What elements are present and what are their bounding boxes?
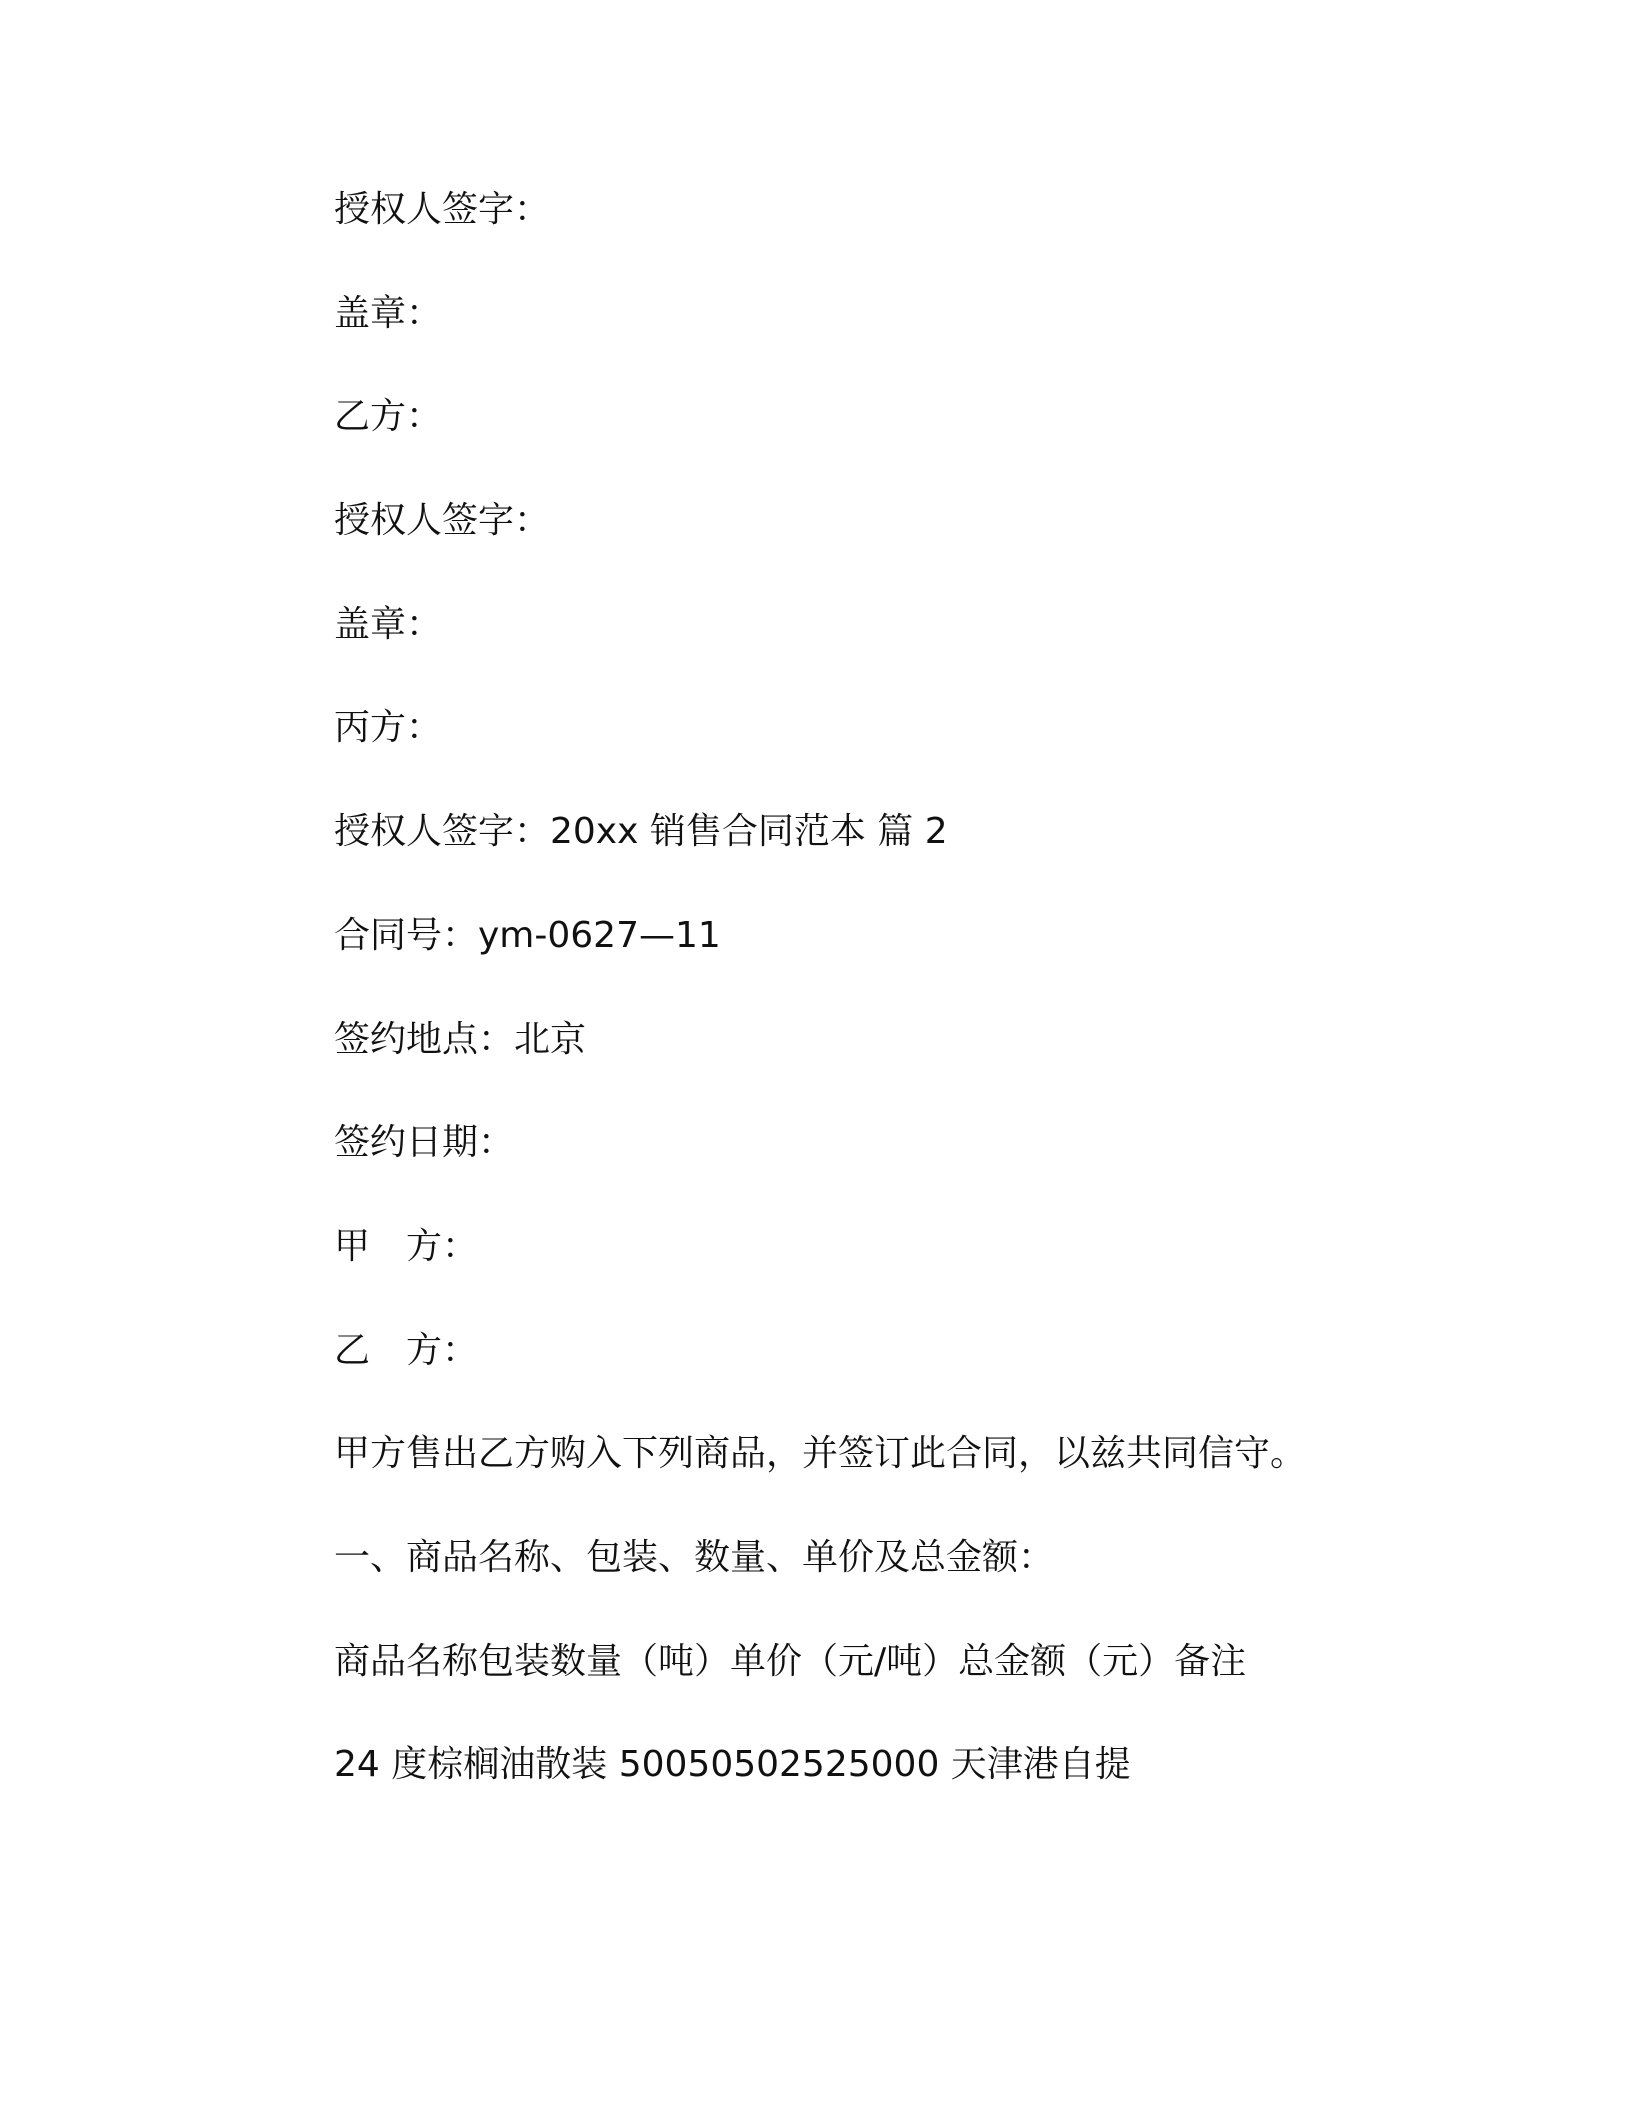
party-a-spaced-line: [334, 1223, 1514, 1271]
section-heading-1: 一、商品名称、包装、数量、单价及总金额：: [334, 1536, 1055, 1578]
party-c-line: 丙方：: [334, 707, 443, 749]
document-body: [334, 186, 1514, 1845]
party-b-char2: 方：: [406, 1329, 479, 1371]
seal-line-1: 盖章：: [334, 292, 443, 334]
party-a-char1: 甲: [334, 1225, 371, 1267]
authorized-signature-line-3: 授权人签字：20xx 销售合同范本 篇 2: [334, 811, 948, 853]
seal-line-2: 盖章：: [334, 603, 443, 645]
party-b-line: 乙方：: [334, 396, 443, 438]
table-row-line: 24 度棕榈油散装 50050502525000 天津港自提: [334, 1744, 1131, 1786]
signing-location-line: 签约地点：北京: [334, 1018, 587, 1060]
party-b-char1: 乙: [334, 1329, 371, 1371]
authorized-signature-line-2: 授权人签字：: [334, 500, 551, 542]
signing-date-line: 签约日期：: [334, 1122, 515, 1164]
party-b-spaced-line: [334, 1327, 1514, 1375]
party-a-char2: 方：: [406, 1225, 479, 1267]
authorized-signature-line-1: 授权人签字：: [334, 189, 551, 230]
contract-number-line: 合同号：ym-0627—11: [334, 914, 721, 956]
agreement-statement: 甲方售出乙方购入下列商品，并签订此合同，以兹共同信守。: [334, 1433, 1307, 1475]
table-header-line: 商品名称包装数量（吨）单价（元/吨）总金额（元）备注: [334, 1640, 1247, 1682]
